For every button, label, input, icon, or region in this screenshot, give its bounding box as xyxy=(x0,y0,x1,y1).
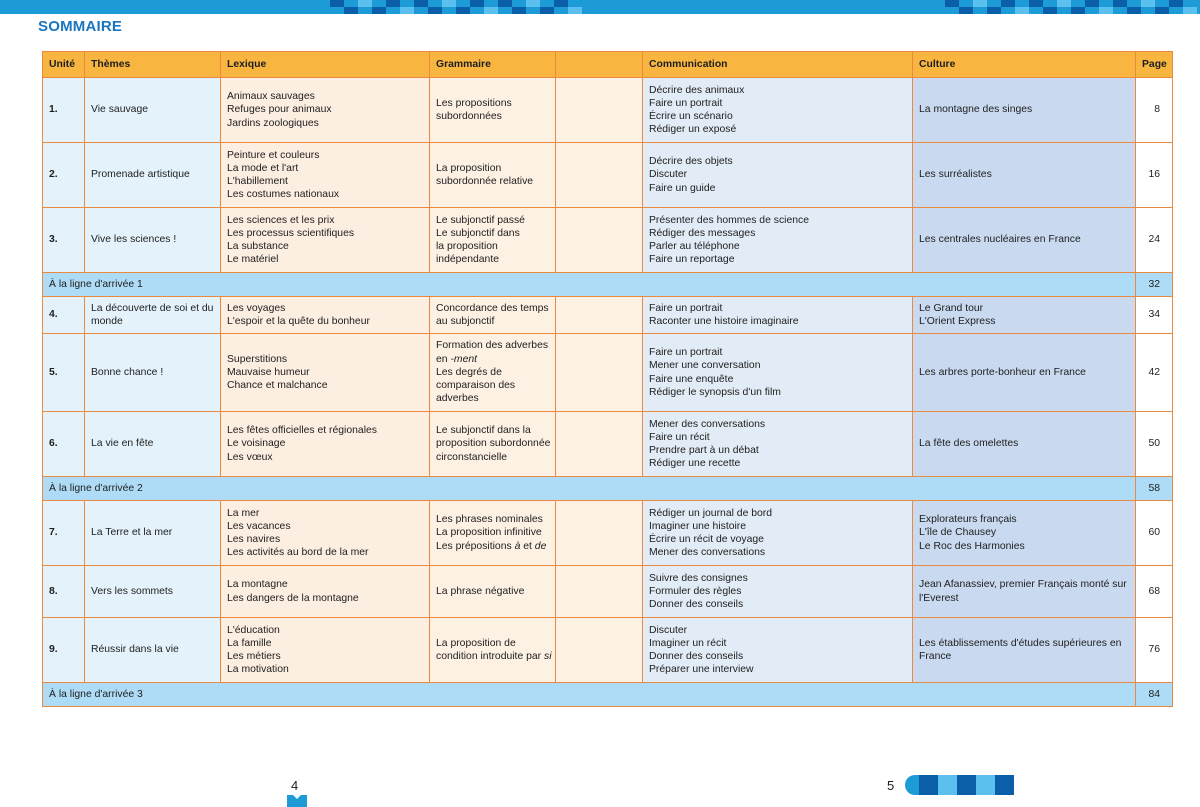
lexique-cell xyxy=(221,566,430,618)
cell-line: Les établissements d'études supérieures en xyxy=(919,637,1122,649)
theme-cell xyxy=(85,143,221,208)
cell-line: Le Roc des Harmonies xyxy=(919,540,1025,552)
culture-cell xyxy=(913,566,1136,618)
page-number: 16 xyxy=(1136,143,1173,208)
cell-line: Mener des conversations xyxy=(649,418,766,430)
cell-line: Les costumes nationaux xyxy=(227,189,340,201)
lexique-cell xyxy=(221,412,430,477)
cell-line: La proposition de xyxy=(436,637,516,649)
theme-cell xyxy=(85,566,221,618)
culture-cell xyxy=(913,297,1136,334)
cell-line: Suivre des consignes xyxy=(649,572,748,584)
top-bar-squares-left xyxy=(330,0,582,14)
cell-line: L'Orient Express xyxy=(919,316,996,327)
table-body xyxy=(43,78,1173,707)
cell-line: La proposition infinitive xyxy=(436,527,542,539)
cell-line: Les centrales nucléaires en France xyxy=(919,234,1081,246)
unit-number: 8. xyxy=(43,566,85,618)
cell-line: Les propositions xyxy=(436,97,512,109)
right-page-decoration xyxy=(905,775,1014,795)
top-decorative-bar xyxy=(0,0,1200,14)
cell-line: La mer xyxy=(227,507,260,519)
theme-text: La vie en fête xyxy=(91,438,154,450)
cell-line: Le matériel xyxy=(227,254,279,266)
cell-line: condition introduite par si xyxy=(436,651,552,662)
cell-line: Rédiger un journal de bord xyxy=(649,507,773,519)
cell-line: Mauvaise humeur xyxy=(227,366,310,378)
lexique-cell xyxy=(221,143,430,208)
blank-cell xyxy=(556,412,643,477)
cell-line: Présenter des hommes de science xyxy=(649,214,809,226)
cell-line: Faire un récit xyxy=(649,431,710,443)
communication-cell xyxy=(643,208,913,273)
cell-line: Le Grand tour xyxy=(919,302,984,314)
header-themes: Thèmes xyxy=(85,52,221,78)
blank-cell xyxy=(556,618,643,683)
theme-cell xyxy=(85,501,221,566)
blank-cell xyxy=(556,297,643,334)
cell-line: subordonnées xyxy=(436,111,502,122)
grammaire-cell xyxy=(430,618,556,683)
cell-line: Le subjonctif dans la xyxy=(436,425,531,437)
cell-line: Formation des adverbes xyxy=(436,340,549,352)
page-number: 68 xyxy=(1136,566,1173,618)
cell-line: L'espoir et la quête du bonheur xyxy=(227,316,370,327)
cell-line: indépendante xyxy=(436,254,499,266)
unit-row xyxy=(43,501,1173,566)
lexique-cell xyxy=(221,297,430,334)
page-number: 34 xyxy=(1136,297,1173,334)
header-communication: Communication xyxy=(643,52,913,78)
culture-cell xyxy=(913,501,1136,566)
cell-line: L'île de Chausey xyxy=(919,527,997,539)
left-page-number: 4 xyxy=(291,778,299,793)
cell-line: Les activités au bord de la mer xyxy=(227,547,369,559)
cell-line: proposition subordonnée xyxy=(436,438,551,450)
contents-table xyxy=(42,51,1173,707)
page-number: 58 xyxy=(1136,477,1173,501)
cell-line: comparaison des xyxy=(436,380,516,392)
page-number: 24 xyxy=(1136,208,1173,273)
page-number: 60 xyxy=(1136,501,1173,566)
cell-line: Faire une enquête xyxy=(649,373,734,385)
theme-cell xyxy=(85,334,221,412)
cell-line: Les prépositions à et de xyxy=(436,540,547,552)
cell-line: Raconter une histoire imaginaire xyxy=(649,316,799,327)
unit-number: 5. xyxy=(43,334,85,412)
communication-cell xyxy=(643,618,913,683)
cell-line: Prendre part à un débat xyxy=(649,445,759,456)
header-unit: Unité xyxy=(43,52,85,78)
cell-line: Jean Afanassiev, premier Français monté sur xyxy=(919,579,1127,591)
cell-line: Donner des conseils xyxy=(649,599,744,611)
unit-row xyxy=(43,618,1173,683)
cell-line: L'éducation xyxy=(227,624,280,636)
lexique-cell xyxy=(221,618,430,683)
cell-line: Les phrases nominales xyxy=(436,514,543,526)
communication-cell xyxy=(643,566,913,618)
cell-line: Le subjonctif dans xyxy=(436,227,520,239)
grammaire-cell xyxy=(430,566,556,618)
cell-line: Préparer une interview xyxy=(649,664,754,676)
theme-text: Bonne chance ! xyxy=(91,366,164,378)
culture-cell xyxy=(913,412,1136,477)
cell-line: adverbes xyxy=(436,393,479,405)
cell-line: Le voisinage xyxy=(227,438,286,450)
cell-line: Concordance des temps xyxy=(436,302,549,314)
unit-row xyxy=(43,566,1173,618)
cell-line: Faire un portrait xyxy=(649,347,723,359)
culture-cell xyxy=(913,334,1136,412)
cell-line: La motivation xyxy=(227,664,289,676)
revision-row xyxy=(43,683,1173,707)
grammaire-cell xyxy=(430,208,556,273)
theme-cell xyxy=(85,618,221,683)
cell-line: Les processus scientifiques xyxy=(227,227,355,239)
unit-row xyxy=(43,143,1173,208)
lexique-cell xyxy=(221,501,430,566)
revision-label: À la ligne d'arrivée 3 xyxy=(43,683,1136,707)
cell-line: Explorateurs français xyxy=(919,514,1017,526)
theme-text: Vive les sciences ! xyxy=(91,234,177,246)
communication-cell xyxy=(643,297,913,334)
theme-text: Vers les sommets xyxy=(91,585,173,597)
cell-line: Refuges pour animaux xyxy=(227,104,332,116)
communication-cell xyxy=(643,501,913,566)
theme-text: Promenade artistique xyxy=(91,169,190,181)
page-number: 32 xyxy=(1136,273,1173,297)
unit-number: 9. xyxy=(43,618,85,683)
theme-cell xyxy=(85,412,221,477)
page-number: 42 xyxy=(1136,334,1173,412)
cell-line: circonstancielle xyxy=(436,451,508,463)
grammaire-cell xyxy=(430,297,556,334)
communication-cell xyxy=(643,143,913,208)
cell-line: Imaginer un récit xyxy=(649,637,727,649)
unit-number: 7. xyxy=(43,501,85,566)
cell-line: Les dangers de la montagne xyxy=(227,592,359,604)
unit-number: 2. xyxy=(43,143,85,208)
cell-line: La montagne xyxy=(227,579,288,591)
grammaire-cell xyxy=(430,143,556,208)
revision-label: À la ligne d'arrivée 1 xyxy=(43,273,1136,297)
grammaire-cell xyxy=(430,334,556,412)
cell-line: Rédiger un exposé xyxy=(649,124,737,136)
unit-number: 1. xyxy=(43,78,85,143)
unit-row xyxy=(43,78,1173,143)
cell-line: Rédiger le synopsis d'un film xyxy=(649,386,781,398)
blank-cell xyxy=(556,566,643,618)
cell-line: Rédiger des messages xyxy=(649,227,756,239)
cell-line: Rédiger une recette xyxy=(649,458,741,470)
cell-line: La proposition xyxy=(436,162,502,174)
cell-line: L'habillement xyxy=(227,176,288,187)
theme-text: La Terre et la mer xyxy=(91,527,173,539)
page-number: 76 xyxy=(1136,618,1173,683)
page-number: 50 xyxy=(1136,412,1173,477)
cell-line: La substance xyxy=(227,241,289,252)
cell-line: Les arbres porte-bonheur en France xyxy=(919,366,1086,378)
cell-line: subordonnée relative xyxy=(436,176,534,187)
table-header-row xyxy=(43,52,1173,78)
header-grammaire: Grammaire xyxy=(430,52,556,78)
cell-line: La montagne des singes xyxy=(919,104,1033,116)
unit-row xyxy=(43,208,1173,273)
cell-line: Mener des conversations xyxy=(649,547,766,559)
unit-row xyxy=(43,297,1173,334)
unit-row xyxy=(43,412,1173,477)
theme-cell xyxy=(85,78,221,143)
cell-line: Les métiers xyxy=(227,651,281,662)
lexique-cell xyxy=(221,208,430,273)
grammaire-cell xyxy=(430,412,556,477)
theme-text: Vie sauvage xyxy=(91,104,149,116)
cell-line: Les degrés de xyxy=(436,366,502,378)
cell-line: Écrire un scénario xyxy=(649,111,733,122)
header-page: Page xyxy=(1136,52,1173,78)
cell-line: Chance et malchance xyxy=(227,380,328,392)
cell-line: Le subjonctif passé xyxy=(436,214,525,226)
culture-cell xyxy=(913,618,1136,683)
cell-line: La famille xyxy=(227,637,272,649)
cell-line: Superstitions xyxy=(227,353,288,365)
page-number: 8 xyxy=(1136,78,1173,143)
revision-row xyxy=(43,273,1173,297)
cell-line: Écrire un récit de voyage xyxy=(649,534,764,545)
cell-line: l'Everest xyxy=(919,592,959,604)
culture-cell xyxy=(913,208,1136,273)
theme-text: Réussir dans la vie xyxy=(91,644,179,656)
unit-row xyxy=(43,334,1173,412)
header-lexique: Lexique xyxy=(221,52,430,78)
cell-line: Discuter xyxy=(649,624,688,636)
header-blank xyxy=(556,52,643,78)
cell-line: Animaux sauvages xyxy=(227,91,315,103)
lexique-cell xyxy=(221,78,430,143)
communication-cell xyxy=(643,412,913,477)
cell-line: Parler au téléphone xyxy=(649,241,740,252)
cell-line: Jardins zoologiques xyxy=(227,117,319,129)
top-bar-squares-right xyxy=(945,0,1197,14)
blank-cell xyxy=(556,78,643,143)
cell-line: Décrire des animaux xyxy=(649,84,745,96)
communication-cell xyxy=(643,334,913,412)
cell-line: La phrase négative xyxy=(436,585,525,597)
cell-line: Imaginer une histoire xyxy=(649,520,747,532)
revision-row xyxy=(43,477,1173,501)
right-page-number: 5 xyxy=(887,778,895,793)
cell-line: France xyxy=(919,651,952,662)
cell-line: Faire un portrait xyxy=(649,302,723,314)
page-number: 84 xyxy=(1136,683,1173,707)
cell-line: Donner des conseils xyxy=(649,651,744,662)
cell-line: La mode et l'art xyxy=(227,162,299,174)
cell-line: Les surréalistes xyxy=(919,169,992,181)
blank-cell xyxy=(556,501,643,566)
cell-line: Faire un portrait xyxy=(649,97,723,109)
revision-label: À la ligne d'arrivée 2 xyxy=(43,477,1136,501)
header-culture: Culture xyxy=(913,52,1136,78)
culture-cell xyxy=(913,78,1136,143)
unit-number: 6. xyxy=(43,412,85,477)
cell-line: Décrire des objets xyxy=(649,156,733,168)
theme-cell xyxy=(85,297,221,334)
cell-line: la proposition xyxy=(436,241,498,252)
cell-line: Discuter xyxy=(649,169,688,181)
grammaire-cell xyxy=(430,78,556,143)
cell-line: Les navires xyxy=(227,534,281,545)
left-page-tab xyxy=(287,795,307,807)
communication-cell xyxy=(643,78,913,143)
cell-line: Faire un reportage xyxy=(649,254,735,266)
cell-line: Les vœux xyxy=(227,451,273,463)
cell-line: Les voyages xyxy=(227,302,286,314)
unit-number: 4. xyxy=(43,297,85,334)
cell-line: Faire un guide xyxy=(649,182,716,194)
cell-line: La fête des omelettes xyxy=(919,438,1019,450)
blank-cell xyxy=(556,143,643,208)
cell-line: Formuler des règles xyxy=(649,585,742,597)
cell-line: Les fêtes officielles et régionales xyxy=(227,425,377,437)
theme-text: La découverte de soi et du monde xyxy=(91,302,214,327)
blank-cell xyxy=(556,208,643,273)
cell-line: Les vacances xyxy=(227,520,291,532)
cell-line: Peinture et couleurs xyxy=(227,149,320,161)
grammaire-cell xyxy=(430,501,556,566)
unit-number: 3. xyxy=(43,208,85,273)
cell-line: Les sciences et les prix xyxy=(227,214,335,226)
page-title: SOMMAIRE xyxy=(38,18,123,35)
theme-cell xyxy=(85,208,221,273)
culture-cell xyxy=(913,143,1136,208)
cell-line: au subjonctif xyxy=(436,316,495,327)
cell-line: Mener une conversation xyxy=(649,360,761,372)
cell-line: en -ment xyxy=(436,353,478,365)
lexique-cell xyxy=(221,334,430,412)
blank-cell xyxy=(556,334,643,412)
